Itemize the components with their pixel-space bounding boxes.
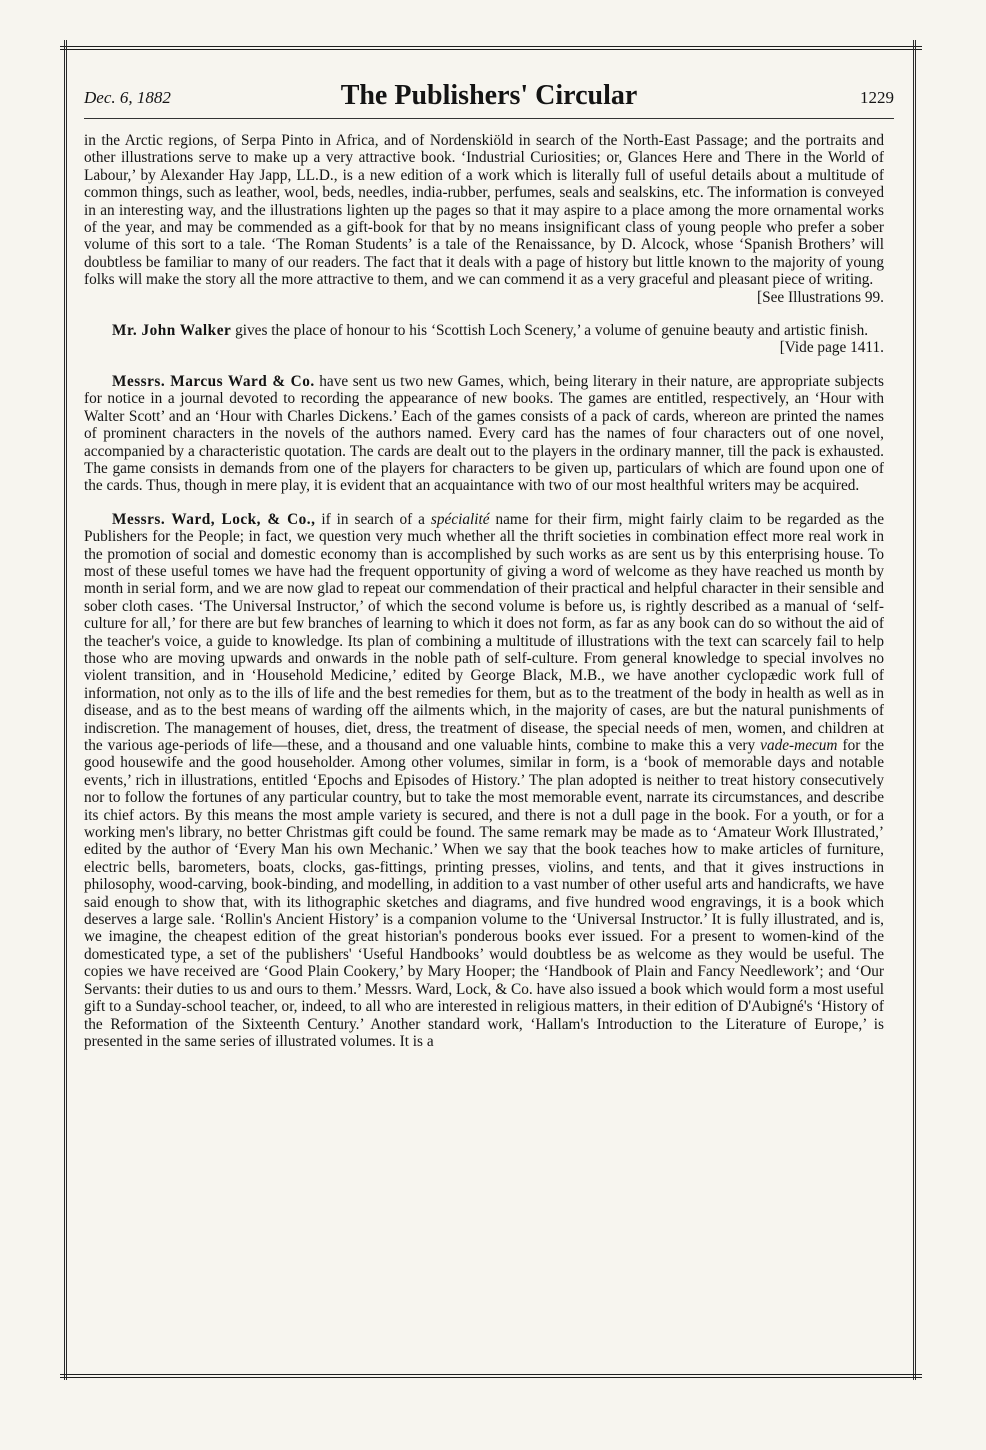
running-head — [84, 80, 894, 116]
publisher-name-marcus-ward: Messrs. Marcus Ward & Co. — [112, 372, 315, 390]
paragraph-text: if in search of a — [321, 510, 425, 528]
paragraph-text: gives the place of honour to his ‘Scottish Loch Scenery,’ a volume of genuine beauty and artistic finish. — [235, 322, 869, 340]
paragraph-john-walker — [84, 322, 884, 339]
italic-term: vade-mecum — [760, 737, 838, 754]
vide-page-reference: [Vide page 1411. — [779, 339, 884, 357]
bottom-double-rule — [60, 1374, 922, 1378]
paragraph-ward-lock — [84, 511, 884, 1051]
paragraph-text: for the good housewife and the good householder. Among other volumes, similar in form, is a ‘book of memorable days and notable events,’ rich in illustrations, entitled ‘Epochs and Episodes of History.’ The plan adopted is neither to treat history consecutively nor to follow the fortunes of any particular country, but to take the most memorable event, narrate its circumstances, and describe its chief actors. By this means the most ample variety is secured, and there is not a dull page in the book. For a youth, or for a working men's library, no better Christmas gift could be found. The same remark may be made as to ‘Amateur Work Illustrated,’ edited by the author of ‘Every Man his own Mechanic.’ When we say that the book teaches how to make articles of furniture, electric bells, barometers, boats, clocks, gas-fittings, printing presses, violins, and tents, and that it gives instructions in philosophy, wood-carving, book-binding, and modelling, in addition to a vast number of other useful arts and handicrafts, we have said enough to show that, with its lithographic sketches and diagrams, and five hundred wood engravings, it is a book which deserves a large sale. ‘Rollin's Ancient History’ is a companion volume to the ‘Universal Instructor.’ It is fully illustrated, and is, we imagine, the cheapest edition of the great historian's ponderous books ever issued. For a present to women-kind of the domesticated type, a set of the publishers' ‘Useful Handbooks’ would doubtless be as welcome as they would be useful. The copies we have received are ‘Good Plain Cookery,’ by Mary Hooper; the ‘Handbook of Plain and Fancy Needlework’; and ‘Our Servants: their duties to us and ours to them.’ Messrs. Ward, Lock, & Co. have also issued a book which would form a most useful gift to a Sunday-school teacher, or, indeed, to all who are interested in religious matters, in their edition of D'Aubigné's ‘History of the Reformation of the Sixteenth Century.’ Another standard work, ‘Hallam's Introduction to the Literature of Europe,’ is presented in the same series of illustrated volumes. It is a — [84, 737, 884, 1050]
paragraph-text: have sent us two new Games, which, being literary in their nature, are appropriate subjects for notice in a journal devoted to recording the appearance of new books. The games are entitled, respectively, an ‘Hour with Walter Scott’ and an ‘Hour with Charles Dickens.’ Each of the games consists of a pack of cards, whereon are printed the names of prominent characters in the novels of the authors named. Every card has the names of four characters out of one novel, accompanied by a characteristic quotation. The cards are dealt out to the players in the ordinary manner, till the pack is exhausted. The game consists in demands from one of the players for characters to be given up, particulars of which are found upon one of the cards. Thus, though in mere play, it is evident that an acquaintance with two of our most healthful writers may be acquired. — [84, 372, 885, 495]
publisher-name-ward-lock: Messrs. Ward, Lock, & Co., — [112, 510, 316, 528]
italic-term: spécialité — [430, 510, 490, 528]
paragraph-text: name for their firm, might fairly claim to be regarded as the Publishers for the People; in fact, we question very much whether all the thrift societies in combination effect more real work in the promotion of social and domestic economy than is accomplished by such works as are sent us by this enterprising house. To most of these useful tomes we have had the frequent opportunity of giving a word of welcome as they have reached us month by month in serial form, and we are now glad to repeat our commendation of their practical and helpful character in their sensible and sober cloth cases. ‘The Universal Instructor,’ of which the second volume is before us, is rightly described as a manual of ‘self-culture for all,’ for there are but few branches of learning to which it does not form, as far as any book can do so without the aid of the teacher's voice, a guide to knowledge. Its plan of combining a multitude of illustrations with the text can scarcely fail to help those who are moving upwards and onwards in the noble path of self-culture. From general knowledge to special involves no violent transition, and in ‘Household Medicine,’ edited by George Black, M.B., we have another cyclopædic work full of information, not only as to the ills of life and the best remedies for them, but as to the treatment of the body in health as well as in disease, and as to the best means of warding off the ailments which, in the majority of cases, are but the natural punishments of indiscretion. The management of houses, diet, dress, the treatment of disease, the special needs of men, women, and children at the various age-periods of life—these, and a thousand and one valuable hints, combine to make this a very — [84, 510, 884, 754]
header-rule — [84, 118, 894, 119]
publisher-name-john-walker: Mr. John Walker — [112, 322, 232, 340]
journal-title: The Publishers' Circular — [340, 80, 638, 111]
paragraph-arctic-continuation: in the Arctic regions, of Serpa Pinto in Africa, and of Nordenskiöld in search of the North-East Passage; and the portraits and other illustrations serve to make up a very attractive book. ‘Industrial Curiosities; or, Glances Here and There in the World of Labour,’ by Alexander Hay Japp, LL.D., is a new edition of a work which is literally full of useful details about a multitude of common things, such as leather, wool, beds, needles, india-rubber, perfumes, seals and sealskins, etc. The information is conveyed in an interesting way, and the illustrations lighten up the pages so that it may aspire to a place among the more ornamental works of the year, and may be commended as a gift-book for that by no means insignificant class of young people who prefer a sober volume of this sort to a tale. ‘The Roman Students’ is a tale of the Renaissance, by D. Alcock, whose ‘Spanish Brothers’ will doubtless be familiar to many of our readers. The fact that it deals with a page of history but little known to the majority of young folks will make the story all the more attractive to them, and we can commend it as a very graceful and pleasant piece of writing. — [84, 132, 884, 289]
paragraph-marcus-ward — [84, 373, 884, 495]
illustrations-reference: [See Illustrations 99. — [756, 288, 884, 306]
page-number: 1229 — [860, 88, 894, 107]
issue-date: Dec. 6, 1882 — [84, 88, 171, 107]
article-body — [84, 132, 884, 1370]
